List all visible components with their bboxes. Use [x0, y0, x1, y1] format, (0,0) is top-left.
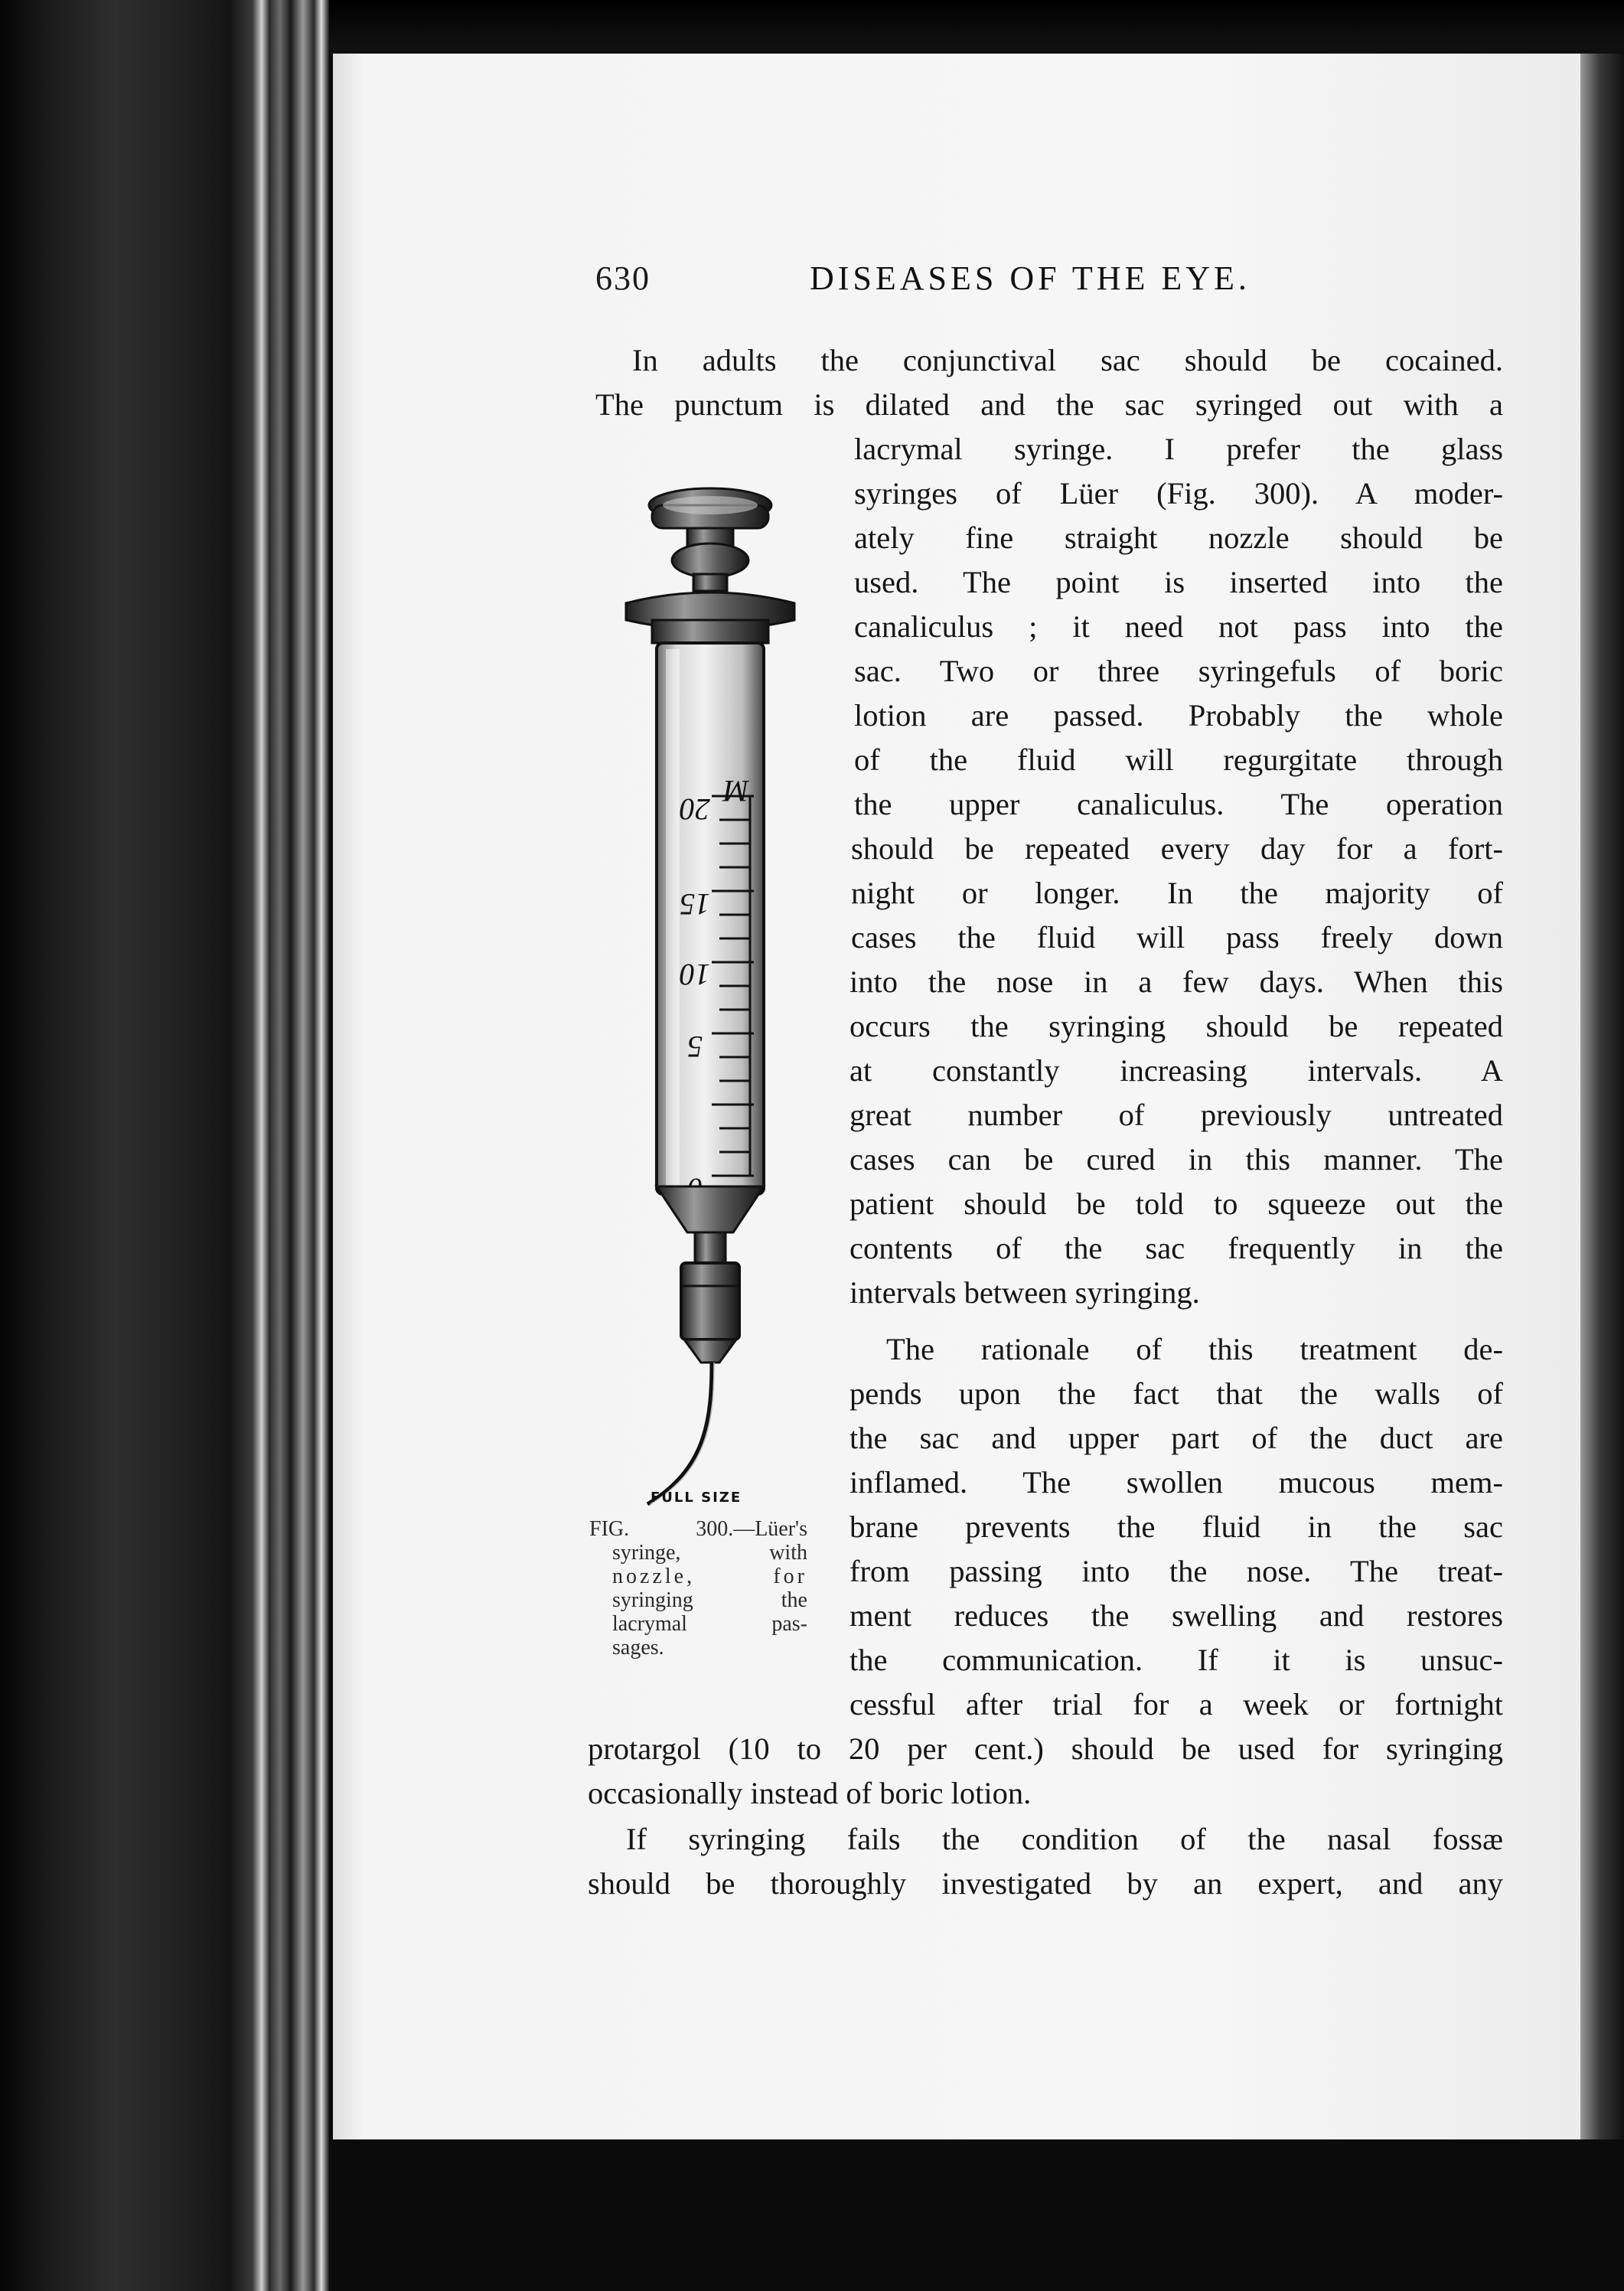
caption-line: sages. — [612, 1636, 664, 1660]
text-line: contents of the sac frequently in the — [850, 1231, 1503, 1265]
text-line: pends upon the fact that the walls of — [850, 1376, 1503, 1411]
page-edge — [1580, 54, 1624, 2139]
text-line: The rationale of this treatment de- — [886, 1332, 1503, 1366]
text-line: ment reduces the swelling and restores — [850, 1598, 1503, 1633]
text-line: night or longer. In the majority of — [851, 876, 1503, 910]
scale-mark-20: 20 — [680, 792, 710, 827]
text-line: If syringing fails the condition of the nasal fossæ — [626, 1822, 1503, 1856]
text-line: canaliculus ; it need not pass into the — [854, 609, 1503, 644]
caption-line: lacrymal pas- — [612, 1612, 807, 1636]
text-line: cases the fluid will pass freely down — [851, 920, 1503, 955]
running-head — [595, 259, 1361, 305]
text-line: intervals between syringing. — [850, 1275, 1200, 1310]
book-spine-margin — [0, 0, 329, 2291]
syringe-illustration-icon — [605, 475, 819, 1508]
text-line: syringes of Lüer (Fig. 300). A moder- — [854, 476, 1503, 511]
text-line: lotion are passed. Probably the whole — [854, 698, 1503, 733]
text-line: the sac and upper part of the duct are — [850, 1421, 1503, 1455]
text-line: the upper canaliculus. The operation — [854, 787, 1503, 821]
text-line: into the nose in a few days. When this — [850, 964, 1503, 999]
page-number: 630 — [595, 259, 651, 297]
text-line: from passing into the nose. The treat- — [850, 1554, 1503, 1588]
text-line: sac. Two or three syringefuls of boric — [854, 654, 1503, 688]
text-line: great number of previously untreated — [850, 1098, 1503, 1132]
caption-line: syringing the — [612, 1588, 807, 1612]
text-line: ately fine straight nozzle should be — [854, 521, 1503, 555]
text-line: lacrymal syringe. I prefer the glass — [854, 432, 1503, 466]
text-line: used. The point is inserted into the — [854, 565, 1503, 599]
text-line: cases can be cured in this manner. The — [850, 1142, 1503, 1177]
caption-line: syringe, with — [612, 1541, 807, 1565]
text-line: at constantly increasing intervals. A — [850, 1053, 1503, 1088]
text-line: brane prevents the fluid in the sac — [850, 1509, 1503, 1544]
text-line: cessful after trial for a week or fortnight — [850, 1687, 1503, 1722]
text-line: should be repeated every day for a fort- — [851, 831, 1503, 866]
scale-unit: M — [723, 774, 749, 808]
scale-mark-15: 15 — [680, 887, 710, 922]
page-title: DISEASES OF THE EYE. — [810, 259, 1251, 297]
scale-mark-5: 5 — [687, 1030, 703, 1064]
text-line: should be thoroughly investigated by an expert, and any — [588, 1866, 1503, 1901]
caption-line: nozzle, for — [612, 1565, 807, 1588]
text-line: inflamed. The swollen mucous mem- — [850, 1465, 1503, 1500]
text-line: occurs the syringing should be repeated — [850, 1009, 1503, 1043]
text-line: protargol (10 to 20 per cent.) should be used for syringing — [588, 1731, 1503, 1766]
text-line: In adults the conjunctival sac should be cocained. — [632, 343, 1503, 377]
text-line: the communication. If it is unsuc- — [850, 1643, 1503, 1677]
text-line: The punctum is dilated and the sac syringed out with a — [595, 387, 1503, 422]
caption-line: FIG. 300.—Lüer's — [589, 1517, 807, 1541]
figure-scale-note: FULL SIZE — [651, 1490, 742, 1506]
text-line: patient should be told to squeeze out the — [850, 1186, 1503, 1221]
text-line: occasionally instead of boric lotion. — [588, 1776, 1032, 1810]
scale-mark-10: 10 — [680, 958, 710, 992]
text-line: of the fluid will regurgitate through — [854, 742, 1503, 777]
